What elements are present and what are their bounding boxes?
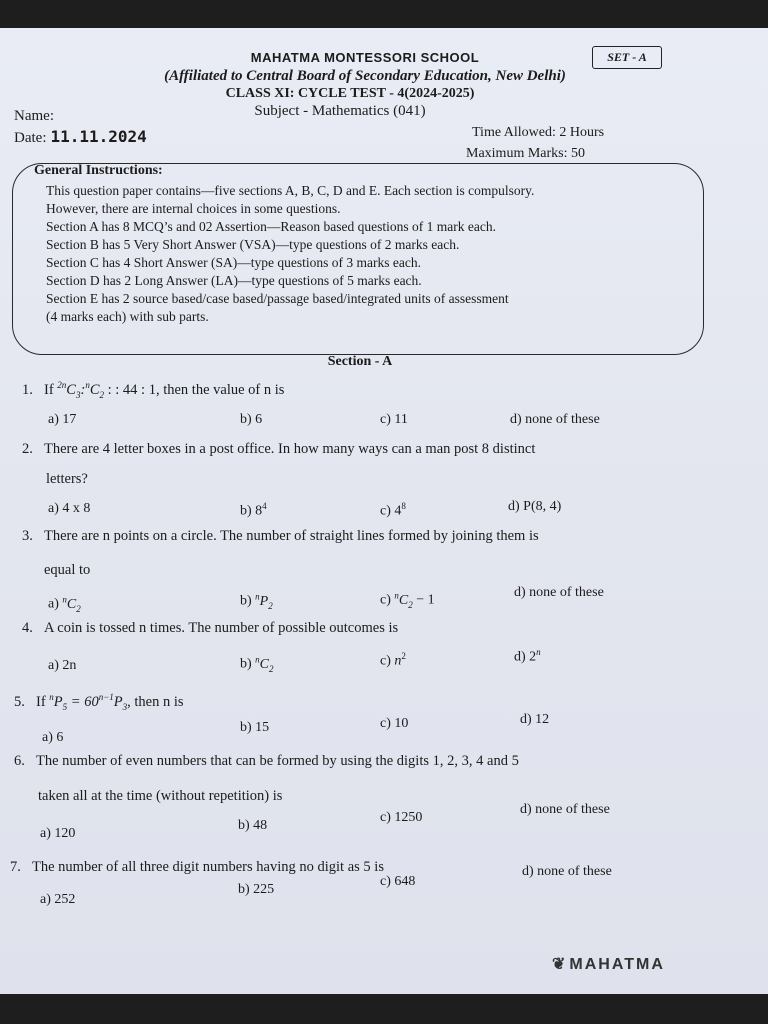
option-text: d) <box>514 649 526 665</box>
option-text: c) <box>380 592 391 608</box>
question-4 <box>22 620 398 637</box>
affiliation: (Affiliated to Central Board of Secondary Education, New Delhi) <box>164 68 566 84</box>
question-number: 4. <box>22 620 33 636</box>
question-6 <box>14 753 519 770</box>
option-c: c) 648 <box>380 874 416 889</box>
question-text: , then n is <box>127 693 184 710</box>
option-d: d) 12 <box>520 712 550 727</box>
option-b: b) $^nC_2$ <box>240 654 274 674</box>
option-c: c) 10 <box>380 716 409 731</box>
option-text: a) <box>48 596 59 612</box>
instructions-title: General Instructions: <box>34 163 163 178</box>
option-d: d) none of these <box>522 864 612 879</box>
option-d: d) none of these <box>514 585 604 600</box>
question-1: 1. If $^{2n}C_3:^nC_2$ : : 44 : 1, then the value of n is <box>22 380 285 400</box>
question-text: There are 4 letter boxes in a post office. In how many ways can a man post 8 distinct <box>44 441 536 457</box>
question-text: If <box>44 381 58 398</box>
question-number: 5. <box>14 693 25 710</box>
option-a: a) 17 <box>48 412 77 427</box>
question-text: The number of all three digit numbers having no digit as 5 is <box>32 859 384 875</box>
option-d: d) none of these <box>520 802 610 817</box>
option-a: a) $^nC_2$ <box>48 594 81 614</box>
instruction-line: Section E has 2 source based/case based/passage based/integrated units of assessment <box>46 291 509 306</box>
date-value: 11.11.2024 <box>50 127 147 146</box>
option-text: b) <box>240 593 252 609</box>
class-line: CLASS XI: CYCLE TEST - 4(2024-2025) <box>225 86 475 101</box>
instruction-line: This question paper contains—five sections A, B, C, D and E. Each section is compulsory. <box>46 183 535 198</box>
instruction-line: Section A has 8 MCQ’s and 02 Assertion—Reason based questions of 1 mark each. <box>46 219 496 234</box>
option-a: a) 6 <box>42 730 64 745</box>
option-a: a) 252 <box>40 892 76 907</box>
option-text: c) <box>380 653 391 669</box>
option-d: d) none of these <box>510 412 600 427</box>
option-text: b) 8 <box>240 503 263 519</box>
question-text: A coin is tossed n times. The number of possible outcomes is <box>44 620 399 636</box>
option-b: b) 225 <box>238 882 275 897</box>
subject-line: Subject - Mathematics (041) <box>254 103 426 119</box>
question-text: The number of even numbers that can be formed by using the digits 1, 2, 3, 4 and 5 <box>36 753 519 769</box>
option-c: c) 11 <box>380 412 408 427</box>
question-2 <box>22 441 535 458</box>
option-b: b) 6 <box>240 412 263 427</box>
option-a: a) 4 x 8 <box>48 501 91 516</box>
option-text: c) 4 <box>380 503 402 519</box>
question-text-cont: letters? <box>46 471 88 487</box>
option-c: c) $^nC_2 - 1$ <box>380 590 435 610</box>
instruction-line: Section C has 4 Short Answer (SA)—type questions of 3 marks each. <box>46 255 421 270</box>
instruction-line: Section D has 2 Long Answer (LA)—type questions of 5 marks each. <box>46 273 422 288</box>
option-c: c) $4^8$ <box>380 501 406 519</box>
question-text-cont: equal to <box>44 562 91 578</box>
date-label: Date: <box>14 130 47 146</box>
set-label: SET - A <box>592 46 662 69</box>
option-b: b) 48 <box>238 818 268 833</box>
instruction-line: However, there are internal choices in some questions. <box>46 201 341 216</box>
logo-mark-icon: ❦ <box>552 956 568 973</box>
option-b: b) $^nP_2$ <box>240 591 273 611</box>
question-number: 2. <box>22 441 33 457</box>
option-b: b) 15 <box>240 720 270 735</box>
question-number: 7. <box>10 859 21 875</box>
option-b: b) $8^4$ <box>240 501 267 519</box>
time-allowed: Time Allowed: 2 Hours <box>472 125 605 140</box>
option-a: a) 120 <box>40 826 76 841</box>
date-line <box>14 127 147 147</box>
question-3 <box>22 528 539 545</box>
footer-logo <box>552 954 665 974</box>
question-text: , then the value of n is <box>155 381 285 398</box>
school-name: MAHATMA MONTESSORI SCHOOL <box>250 50 480 65</box>
question-5: 5. If $^nP_5 = 60^{n-1}P_3$, then n is <box>14 692 184 712</box>
question-number: 6. <box>14 753 25 769</box>
question-number: 1. <box>22 381 33 398</box>
section-title: Section - A <box>327 354 393 369</box>
option-d: d) P(8, 4) <box>508 499 562 514</box>
question-number: 3. <box>22 528 33 544</box>
option-a: a) 2n <box>48 658 77 673</box>
option-c: c) $n^2$ <box>380 651 406 669</box>
maximum-marks: Maximum Marks: 50 <box>466 146 585 161</box>
option-d: d) 2$^n$ <box>514 647 541 665</box>
exam-paper <box>0 28 768 994</box>
question-7 <box>10 859 384 876</box>
question-text: If <box>36 693 50 710</box>
question-text-cont: taken all at the time (without repetition) is <box>38 788 283 804</box>
name-label: Name: <box>14 108 54 124</box>
logo-text: MAHATMA <box>569 956 665 973</box>
question-text: There are n points on a circle. The number of straight lines formed by joining them is <box>44 528 539 544</box>
instruction-line: (4 marks each) with sub parts. <box>46 309 209 324</box>
option-c: c) 1250 <box>380 810 423 825</box>
instruction-line: Section B has 5 Very Short Answer (VSA)—type questions of 2 marks each. <box>46 237 460 252</box>
option-text: b) <box>240 656 252 672</box>
